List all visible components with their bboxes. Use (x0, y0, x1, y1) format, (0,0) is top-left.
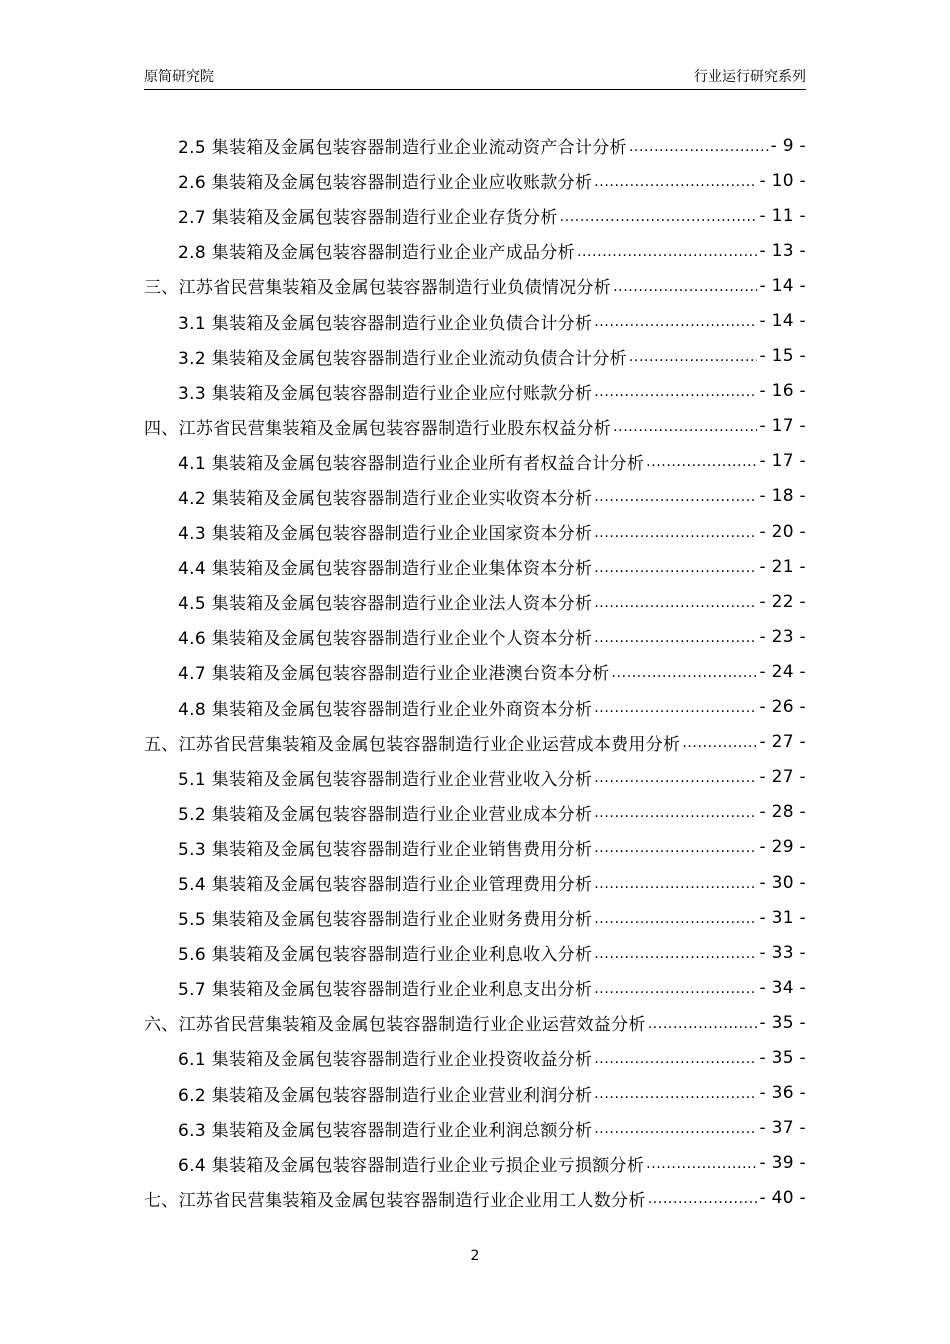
toc-section-entry[interactable] (144, 444, 806, 479)
toc-section-entry[interactable] (144, 690, 806, 725)
toc-entry-page: - 35 - (759, 1012, 806, 1033)
toc-dot-leader (648, 1013, 758, 1033)
toc-section-entry[interactable] (144, 374, 806, 409)
toc-entry-page: - 27 - (759, 732, 806, 753)
toc-dot-leader (682, 732, 757, 752)
toc-entry-page: - 15 - (759, 346, 806, 367)
toc-dot-leader (594, 592, 757, 612)
toc-dot-leader (594, 1118, 757, 1138)
page-number: 2 (470, 1248, 480, 1264)
toc-entry-title: 3.3 集装箱及金属包装容器制造行业企业应付账款分析 (178, 383, 593, 404)
toc-section-entry[interactable] (144, 1111, 806, 1146)
toc-entry-title: 6.1 集装箱及金属包装容器制造行业企业投资收益分析 (178, 1050, 593, 1071)
toc-section-entry[interactable] (144, 865, 806, 900)
toc-dot-leader (594, 522, 757, 542)
toc-entry-title: 3.2 集装箱及金属包装容器制造行业企业流动负债合计分析 (178, 348, 627, 369)
toc-dot-leader (594, 486, 757, 506)
toc-entry-page: - 40 - (759, 1188, 806, 1209)
toc-dot-leader (594, 1083, 757, 1103)
toc-section-entry[interactable] (144, 303, 806, 338)
toc-entry-title: 三、江苏省民营集装箱及金属包装容器制造行业负债情况分析 (144, 278, 612, 299)
toc-chapter-entry[interactable] (144, 1005, 806, 1040)
toc-dot-leader (594, 381, 757, 401)
toc-entry-page: - 33 - (759, 942, 806, 963)
toc-chapter-entry[interactable] (144, 725, 806, 760)
toc-entry-title: 2.5 集装箱及金属包装容器制造行业企业流动资产合计分析 (178, 138, 627, 159)
toc-section-entry[interactable] (144, 339, 806, 374)
toc-entry-title: 4.5 集装箱及金属包装容器制造行业企业法人资本分析 (178, 594, 593, 615)
toc-entry-page: - 17 - (759, 451, 806, 472)
toc-entry-page: - 17 - (759, 416, 806, 437)
toc-entry-title: 5.4 集装箱及金属包装容器制造行业企业管理费用分析 (178, 875, 593, 896)
toc-dot-leader (594, 802, 757, 822)
toc-chapter-entry[interactable] (144, 409, 806, 444)
toc-section-entry[interactable] (144, 1040, 806, 1075)
toc-entry-title: 五、江苏省民营集装箱及金属包装容器制造行业企业运营成本费用分析 (144, 734, 681, 755)
toc-entry-page: - 27 - (759, 767, 806, 788)
toc-entry-title: 4.8 集装箱及金属包装容器制造行业企业外商资本分析 (178, 699, 593, 720)
toc-dot-leader (648, 1188, 758, 1208)
toc-section-entry[interactable] (144, 549, 806, 584)
toc-dot-leader (594, 908, 757, 928)
page-header (144, 64, 806, 90)
toc-entry-title: 4.7 集装箱及金属包装容器制造行业企业港澳台资本分析 (178, 664, 610, 685)
toc-entry-page: - 14 - (759, 311, 806, 332)
toc-section-entry[interactable] (144, 198, 806, 233)
toc-section-entry[interactable] (144, 479, 806, 514)
toc-entry-page: - 30 - (759, 872, 806, 893)
toc-section-entry[interactable] (144, 163, 806, 198)
toc-section-entry[interactable] (144, 619, 806, 654)
toc-entry-page: - 20 - (759, 521, 806, 542)
toc-dot-leader (594, 873, 757, 893)
toc-section-entry[interactable] (144, 760, 806, 795)
toc-section-entry[interactable] (144, 584, 806, 619)
toc-section-entry[interactable] (144, 1146, 806, 1181)
toc-dot-leader (594, 1048, 757, 1068)
toc-entry-title: 6.2 集装箱及金属包装容器制造行业企业营业利润分析 (178, 1085, 593, 1106)
toc-entry-title: 5.3 集装箱及金属包装容器制造行业企业销售费用分析 (178, 839, 593, 860)
toc-dot-leader (594, 943, 757, 963)
toc-dot-leader (560, 206, 758, 226)
toc-dot-leader (594, 767, 757, 787)
toc-section-entry[interactable] (144, 233, 806, 268)
toc-entry-title: 四、江苏省民营集装箱及金属包装容器制造行业股东权益分析 (144, 418, 612, 439)
toc-entry-title: 5.2 集装箱及金属包装容器制造行业企业营业成本分析 (178, 804, 593, 825)
toc-section-entry[interactable] (144, 830, 806, 865)
toc-dot-leader (612, 662, 758, 682)
toc-entry-page: - 29 - (759, 837, 806, 858)
toc-dot-leader (577, 241, 758, 261)
toc-entry-title: 5.7 集装箱及金属包装容器制造行业企业利息支出分析 (178, 980, 593, 1001)
toc-section-entry[interactable] (144, 900, 806, 935)
toc-entry-page: - 37 - (759, 1118, 806, 1139)
toc-entry-page: - 36 - (759, 1083, 806, 1104)
toc-entry-title: 2.8 集装箱及金属包装容器制造行业企业产成品分析 (178, 243, 575, 264)
toc-dot-leader (613, 416, 757, 436)
toc-entry-title: 4.3 集装箱及金属包装容器制造行业企业国家资本分析 (178, 524, 593, 545)
toc-entry-page: - 22 - (759, 591, 806, 612)
toc-entry-page: - 21 - (759, 556, 806, 577)
toc-dot-leader (646, 451, 757, 471)
toc-section-entry[interactable] (144, 970, 806, 1005)
toc-entry-page: - 11 - (759, 205, 806, 226)
toc-entry-page: - 10 - (759, 170, 806, 191)
toc-entry-page: - 16 - (759, 381, 806, 402)
toc-entry-page: - 24 - (759, 661, 806, 682)
toc-entry-title: 5.6 集装箱及金属包装容器制造行业企业利息收入分析 (178, 945, 593, 966)
toc-entry-title: 六、江苏省民营集装箱及金属包装容器制造行业企业运营效益分析 (144, 1015, 646, 1036)
toc-dot-leader (594, 171, 757, 191)
toc-dot-leader (646, 1153, 757, 1173)
toc-chapter-entry[interactable] (144, 268, 806, 303)
toc-entry-title: 6.4 集装箱及金属包装容器制造行业企业亏损企业亏损额分析 (178, 1155, 645, 1176)
toc-section-entry[interactable] (144, 795, 806, 830)
toc-entry-page: - 39 - (759, 1153, 806, 1174)
toc-entry-title: 5.5 集装箱及金属包装容器制造行业企业财务费用分析 (178, 910, 593, 931)
toc-entry-page: - 13 - (759, 240, 806, 261)
toc-entry-title: 6.3 集装箱及金属包装容器制造行业企业利润总额分析 (178, 1120, 593, 1141)
toc-entry-page: - 9 - (770, 135, 806, 156)
toc-entry-title: 2.6 集装箱及金属包装容器制造行业企业应收账款分析 (178, 173, 593, 194)
toc-dot-leader (594, 627, 757, 647)
toc-section-entry[interactable] (144, 654, 806, 689)
toc-entry-page: - 34 - (759, 977, 806, 998)
toc-entry-title: 5.1 集装箱及金属包装容器制造行业企业营业收入分析 (178, 769, 593, 790)
toc-section-entry[interactable] (144, 128, 806, 163)
toc-entry-title: 4.6 集装箱及金属包装容器制造行业企业个人资本分析 (178, 629, 593, 650)
toc-entry-title: 3.1 集装箱及金属包装容器制造行业企业负债合计分析 (178, 313, 593, 334)
toc-section-entry[interactable] (144, 1076, 806, 1111)
header-series-title: 行业运行研究系列 (694, 69, 806, 85)
toc-dot-leader (594, 697, 757, 717)
toc-entry-page: - 35 - (759, 1047, 806, 1068)
toc-dot-leader (629, 346, 758, 366)
toc-entry-title: 4.2 集装箱及金属包装容器制造行业企业实收资本分析 (178, 488, 593, 509)
toc-dot-leader (613, 276, 757, 296)
toc-dot-leader (594, 837, 757, 857)
toc-entry-page: - 28 - (759, 802, 806, 823)
toc-section-entry[interactable] (144, 935, 806, 970)
toc-section-entry[interactable] (144, 514, 806, 549)
toc-entry-page: - 14 - (759, 275, 806, 296)
toc-entry-title: 七、江苏省民营集装箱及金属包装容器制造行业企业用工人数分析 (144, 1190, 646, 1211)
toc-entry-title: 2.7 集装箱及金属包装容器制造行业企业存货分析 (178, 208, 558, 229)
toc-entry-page: - 31 - (759, 907, 806, 928)
toc-dot-leader (594, 557, 757, 577)
table-of-contents (144, 128, 806, 1216)
toc-entry-page: - 26 - (759, 697, 806, 718)
toc-dot-leader (594, 311, 757, 331)
toc-dot-leader (629, 136, 769, 156)
toc-entry-page: - 23 - (759, 626, 806, 647)
toc-dot-leader (594, 978, 757, 998)
header-publisher: 原简研究院 (144, 69, 214, 85)
toc-chapter-entry[interactable] (144, 1181, 806, 1216)
toc-entry-title: 4.4 集装箱及金属包装容器制造行业企业集体资本分析 (178, 559, 593, 580)
toc-entry-title: 4.1 集装箱及金属包装容器制造行业企业所有者权益合计分析 (178, 453, 645, 474)
toc-entry-page: - 18 - (759, 486, 806, 507)
